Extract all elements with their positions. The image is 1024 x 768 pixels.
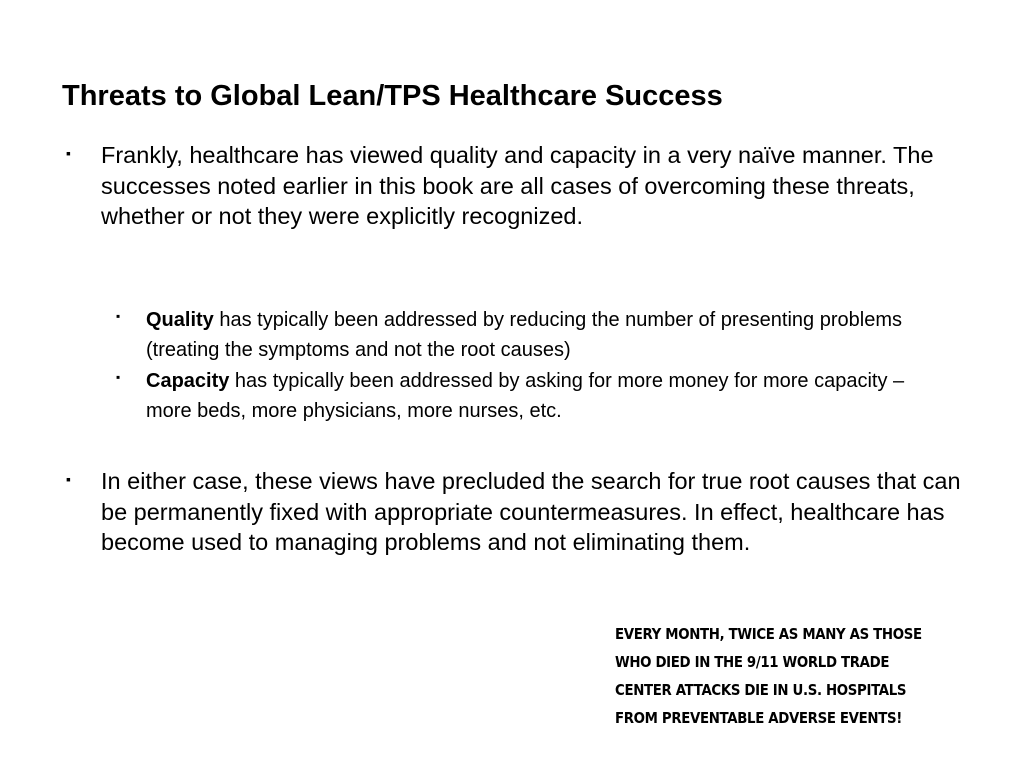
bullet-body: has typically been addressed by asking for more money for more capacity – more beds, more physicians, more nurses, etc.: [146, 370, 905, 422]
callout-line: WHO DIED IN THE 9/11 WORLD TRADE: [615, 653, 890, 671]
bullet-marker-icon: ▪: [116, 309, 121, 323]
callout-line: EVERY MONTH, TWICE AS MANY AS THOSE: [615, 625, 922, 643]
bullet-text: [146, 306, 946, 365]
bullet-keyword: Capacity: [146, 370, 230, 392]
slide-title: Threats to Global Lean/TPS Healthcare Success: [62, 80, 723, 112]
bullet-marker-icon: ▪: [66, 145, 71, 161]
sub-bullet-quality: [116, 306, 976, 366]
bullet-text: [146, 367, 946, 426]
bullet-root-causes: [66, 466, 966, 596]
bullet-text: In either case, these views have precluded the search for true root causes that can be permanently fixed with appropriate countermeasures. In effect, healthcare has become used to managing problems and not eliminating them.: [101, 468, 961, 555]
bullet-body: has typically been addressed by reducing the number of presenting problems (treating the symptoms and not the root causes): [146, 309, 902, 361]
callout-line: CENTER ATTACKS DIE IN U.S. HOSPITALS: [615, 681, 907, 699]
bullet-marker-icon: ▪: [66, 471, 71, 487]
adverse-events-callout: [615, 620, 922, 732]
callout-line: FROM PREVENTABLE ADVERSE EVENTS!: [615, 709, 902, 727]
sub-bullet-capacity: [116, 367, 976, 427]
bullet-marker-icon: ▪: [116, 370, 121, 384]
bullet-text: Frankly, healthcare has viewed quality and capacity in a very naïve manner. The successes noted earlier in this book are all cases of overcoming these threats, whether or not they were explicitly recognized.: [101, 142, 934, 229]
bullet-keyword: Quality: [146, 309, 214, 331]
bullet-naive-views: [66, 140, 966, 270]
